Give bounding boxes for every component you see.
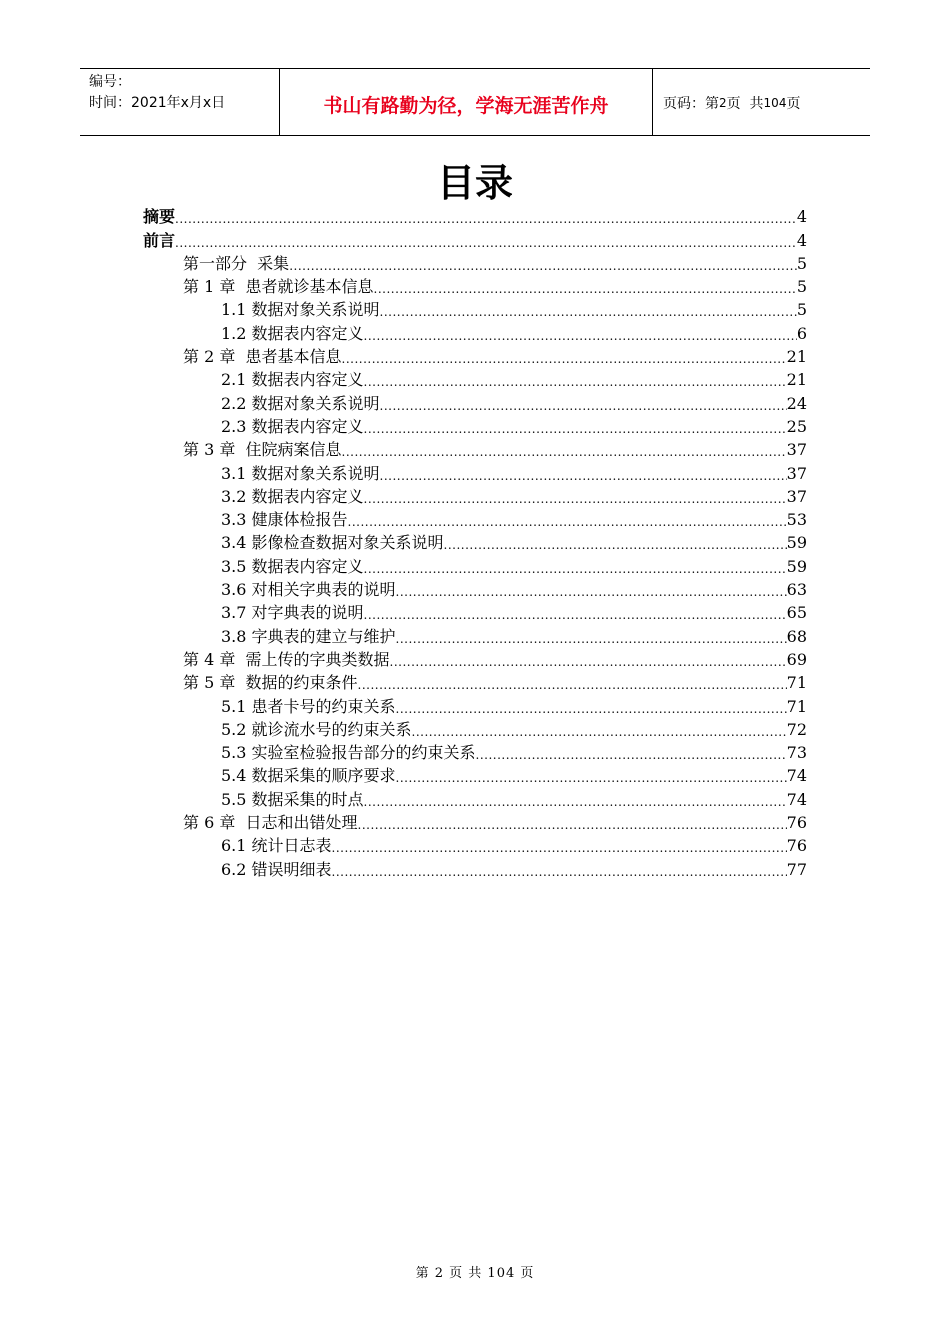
toc-entry-leader-dots: [476, 746, 787, 764]
toc-entry-leader-dots: [396, 583, 787, 601]
toc-entry-label: 5.1 患者卡号的约束关系: [221, 696, 396, 716]
toc-entry-page-number: 68: [786, 626, 807, 646]
page-suffix: 页: [786, 96, 801, 112]
toc-entry-label: 6.2 错误明细表: [221, 859, 332, 879]
toc-entry-label: 第 4 章 需上传的字典类数据: [183, 649, 390, 669]
toc-entry[interactable]: [143, 834, 807, 857]
page-prefix: 页码：第: [663, 96, 719, 112]
toc-entry[interactable]: [143, 578, 807, 601]
toc-entry[interactable]: [143, 228, 807, 251]
toc-entry-label: 5.4 数据采集的顺序要求: [221, 766, 396, 786]
toc-entry-page-number: 74: [786, 766, 807, 786]
toc-entry[interactable]: [143, 694, 807, 717]
toc-entry-page-number: 37: [786, 463, 807, 483]
toc-entry-label: 第 2 章 患者基本信息: [183, 347, 342, 367]
toc-entry-page-number: 65: [786, 603, 807, 623]
toc-entry-leader-dots: [412, 723, 787, 741]
toc-entry[interactable]: [143, 741, 807, 764]
toc-entry-leader-dots: [289, 257, 797, 275]
toc-entry-leader-dots: [380, 467, 787, 485]
toc-entry[interactable]: [143, 601, 807, 624]
toc-entry-page-number: 59: [786, 533, 807, 553]
toc-entry-leader-dots: [364, 490, 787, 508]
page-footer: 第 2 页 共 104 页: [415, 1266, 535, 1281]
toc-entry-label: 5.5 数据采集的时点: [221, 789, 364, 809]
page-mid: 页 共: [726, 96, 764, 112]
document-time-label: 时间：2021年x月x日: [89, 95, 226, 111]
toc-entry-label: 3.5 数据表内容定义: [221, 556, 364, 576]
toc-entry[interactable]: [143, 391, 807, 414]
toc-entry-leader-dots: [380, 303, 797, 321]
toc-entry-leader-dots: [364, 606, 787, 624]
toc-entry-label: 5.2 就诊流水号的约束关系: [221, 719, 412, 739]
header-motto: 书山有路勤为径，学海无涯苦作舟: [280, 69, 653, 135]
toc-entry-label: 1.2 数据表内容定义: [221, 323, 364, 343]
toc-entry-page-number: 77: [786, 859, 807, 879]
toc-entry-page-number: 21: [786, 370, 807, 390]
toc-entry-label: 第 3 章 住院病案信息: [183, 440, 342, 460]
toc-entry-label: 5.3 实验室检验报告部分的约束关系: [221, 743, 476, 763]
toc-entry-leader-dots: [332, 863, 787, 881]
toc-entry[interactable]: [143, 321, 807, 344]
toc-entry-leader-dots: [396, 630, 787, 648]
toc-entry[interactable]: [143, 624, 807, 647]
toc-entry-label: 6.1 统计日志表: [221, 836, 332, 856]
toc-entry-label: 3.1 数据对象关系说明: [221, 463, 380, 483]
header-page-info: [653, 69, 870, 135]
toc-entry-leader-dots: [348, 513, 787, 531]
toc-entry-leader-dots: [364, 560, 787, 578]
toc-entry-page-number: 6: [796, 323, 807, 343]
toc-entry[interactable]: [143, 415, 807, 438]
toc-entry[interactable]: [143, 508, 807, 531]
toc-entry-label: 3.3 健康体检报告: [221, 510, 348, 530]
toc-entry[interactable]: [143, 857, 807, 880]
toc-entry-label: 3.7 对字典表的说明: [221, 603, 364, 623]
toc-entry-page-number: 53: [786, 510, 807, 530]
toc-entry-label: 第 6 章 日志和出错处理: [183, 813, 358, 833]
toc-entry-leader-dots: [396, 700, 787, 718]
toc-entry-leader-dots: [175, 234, 797, 252]
page-header: [80, 68, 870, 136]
toc-entry-page-number: 72: [786, 719, 807, 739]
toc-entry-page-number: 24: [786, 393, 807, 413]
toc-entry-page-number: 37: [786, 440, 807, 460]
toc-entry[interactable]: [143, 554, 807, 577]
toc-entry[interactable]: [143, 345, 807, 368]
document-number-label: 编号：: [89, 74, 131, 90]
toc-entry-page-number: 37: [786, 486, 807, 506]
toc-entry-leader-dots: [444, 536, 787, 554]
toc-entry-leader-dots: [175, 210, 797, 228]
table-of-contents: [143, 205, 807, 881]
toc-entry-leader-dots: [332, 839, 787, 857]
toc-entry-leader-dots: [358, 676, 787, 694]
toc-entry-label: 2.1 数据表内容定义: [221, 370, 364, 390]
toc-entry-leader-dots: [342, 350, 787, 368]
toc-entry-leader-dots: [342, 443, 787, 461]
toc-entry-page-number: 76: [786, 836, 807, 856]
page-title: 目录: [436, 161, 513, 205]
toc-entry-page-number: 5: [796, 300, 807, 320]
toc-entry-label: 2.2 数据对象关系说明: [221, 393, 380, 413]
toc-entry-label: 2.3 数据表内容定义: [221, 416, 364, 436]
toc-entry-page-number: 71: [786, 696, 807, 716]
toc-entry-label: 1.1 数据对象关系说明: [221, 300, 380, 320]
toc-entry-page-number: 73: [786, 743, 807, 763]
toc-entry-label: 3.4 影像检查数据对象关系说明: [221, 533, 444, 553]
toc-entry[interactable]: [143, 205, 807, 228]
toc-entry[interactable]: [143, 252, 807, 275]
toc-entry-leader-dots: [396, 769, 787, 787]
toc-entry[interactable]: [143, 298, 807, 321]
toc-entry-leader-dots: [364, 420, 787, 438]
toc-entry-label: 第一部分 采集: [183, 253, 290, 273]
toc-entry-leader-dots: [364, 373, 787, 391]
toc-entry-page-number: 69: [786, 649, 807, 669]
toc-entry[interactable]: [143, 787, 807, 810]
toc-entry-page-number: 76: [786, 813, 807, 833]
header-meta: [80, 69, 280, 135]
toc-entry-leader-dots: [364, 327, 797, 345]
toc-entry[interactable]: [143, 368, 807, 391]
toc-entry-leader-dots: [380, 397, 787, 415]
toc-entry[interactable]: [143, 648, 807, 671]
toc-entry[interactable]: [143, 764, 807, 787]
toc-entry-page-number: 63: [786, 580, 807, 600]
toc-entry-page-number: 59: [786, 556, 807, 576]
toc-entry-page-number: 25: [786, 416, 807, 436]
toc-entry-page-number: 5: [796, 277, 807, 297]
toc-entry-leader-dots: [390, 653, 787, 671]
toc-entry-label: 第 5 章 数据的约束条件: [183, 673, 358, 693]
toc-entry[interactable]: [143, 438, 807, 461]
toc-entry-leader-dots: [364, 793, 787, 811]
toc-entry[interactable]: [143, 485, 807, 508]
toc-entry-page-number: 4: [796, 207, 807, 227]
toc-entry-label: 前言: [143, 230, 176, 250]
toc-entry[interactable]: [143, 671, 807, 694]
toc-entry-page-number: 5: [796, 253, 807, 273]
toc-entry[interactable]: [143, 811, 807, 834]
toc-entry-leader-dots: [374, 280, 797, 298]
page-current: 2: [719, 96, 727, 110]
toc-entry-page-number: 21: [786, 347, 807, 367]
toc-entry-page-number: 71: [786, 673, 807, 693]
page-total: 104: [763, 96, 787, 110]
toc-entry-page-number: 74: [786, 789, 807, 809]
toc-entry[interactable]: [143, 531, 807, 554]
toc-entry[interactable]: [143, 275, 807, 298]
toc-entry-label: 3.6 对相关字典表的说明: [221, 580, 396, 600]
toc-entry-label: 3.8 字典表的建立与维护: [221, 626, 396, 646]
toc-entry-label: 3.2 数据表内容定义: [221, 486, 364, 506]
toc-entry-page-number: 4: [796, 230, 807, 250]
toc-entry-label: 第 1 章 患者就诊基本信息: [183, 277, 374, 297]
toc-entry-label: 摘要: [143, 207, 176, 227]
toc-entry[interactable]: [143, 461, 807, 484]
toc-entry[interactable]: [143, 718, 807, 741]
toc-entry-leader-dots: [358, 816, 787, 834]
